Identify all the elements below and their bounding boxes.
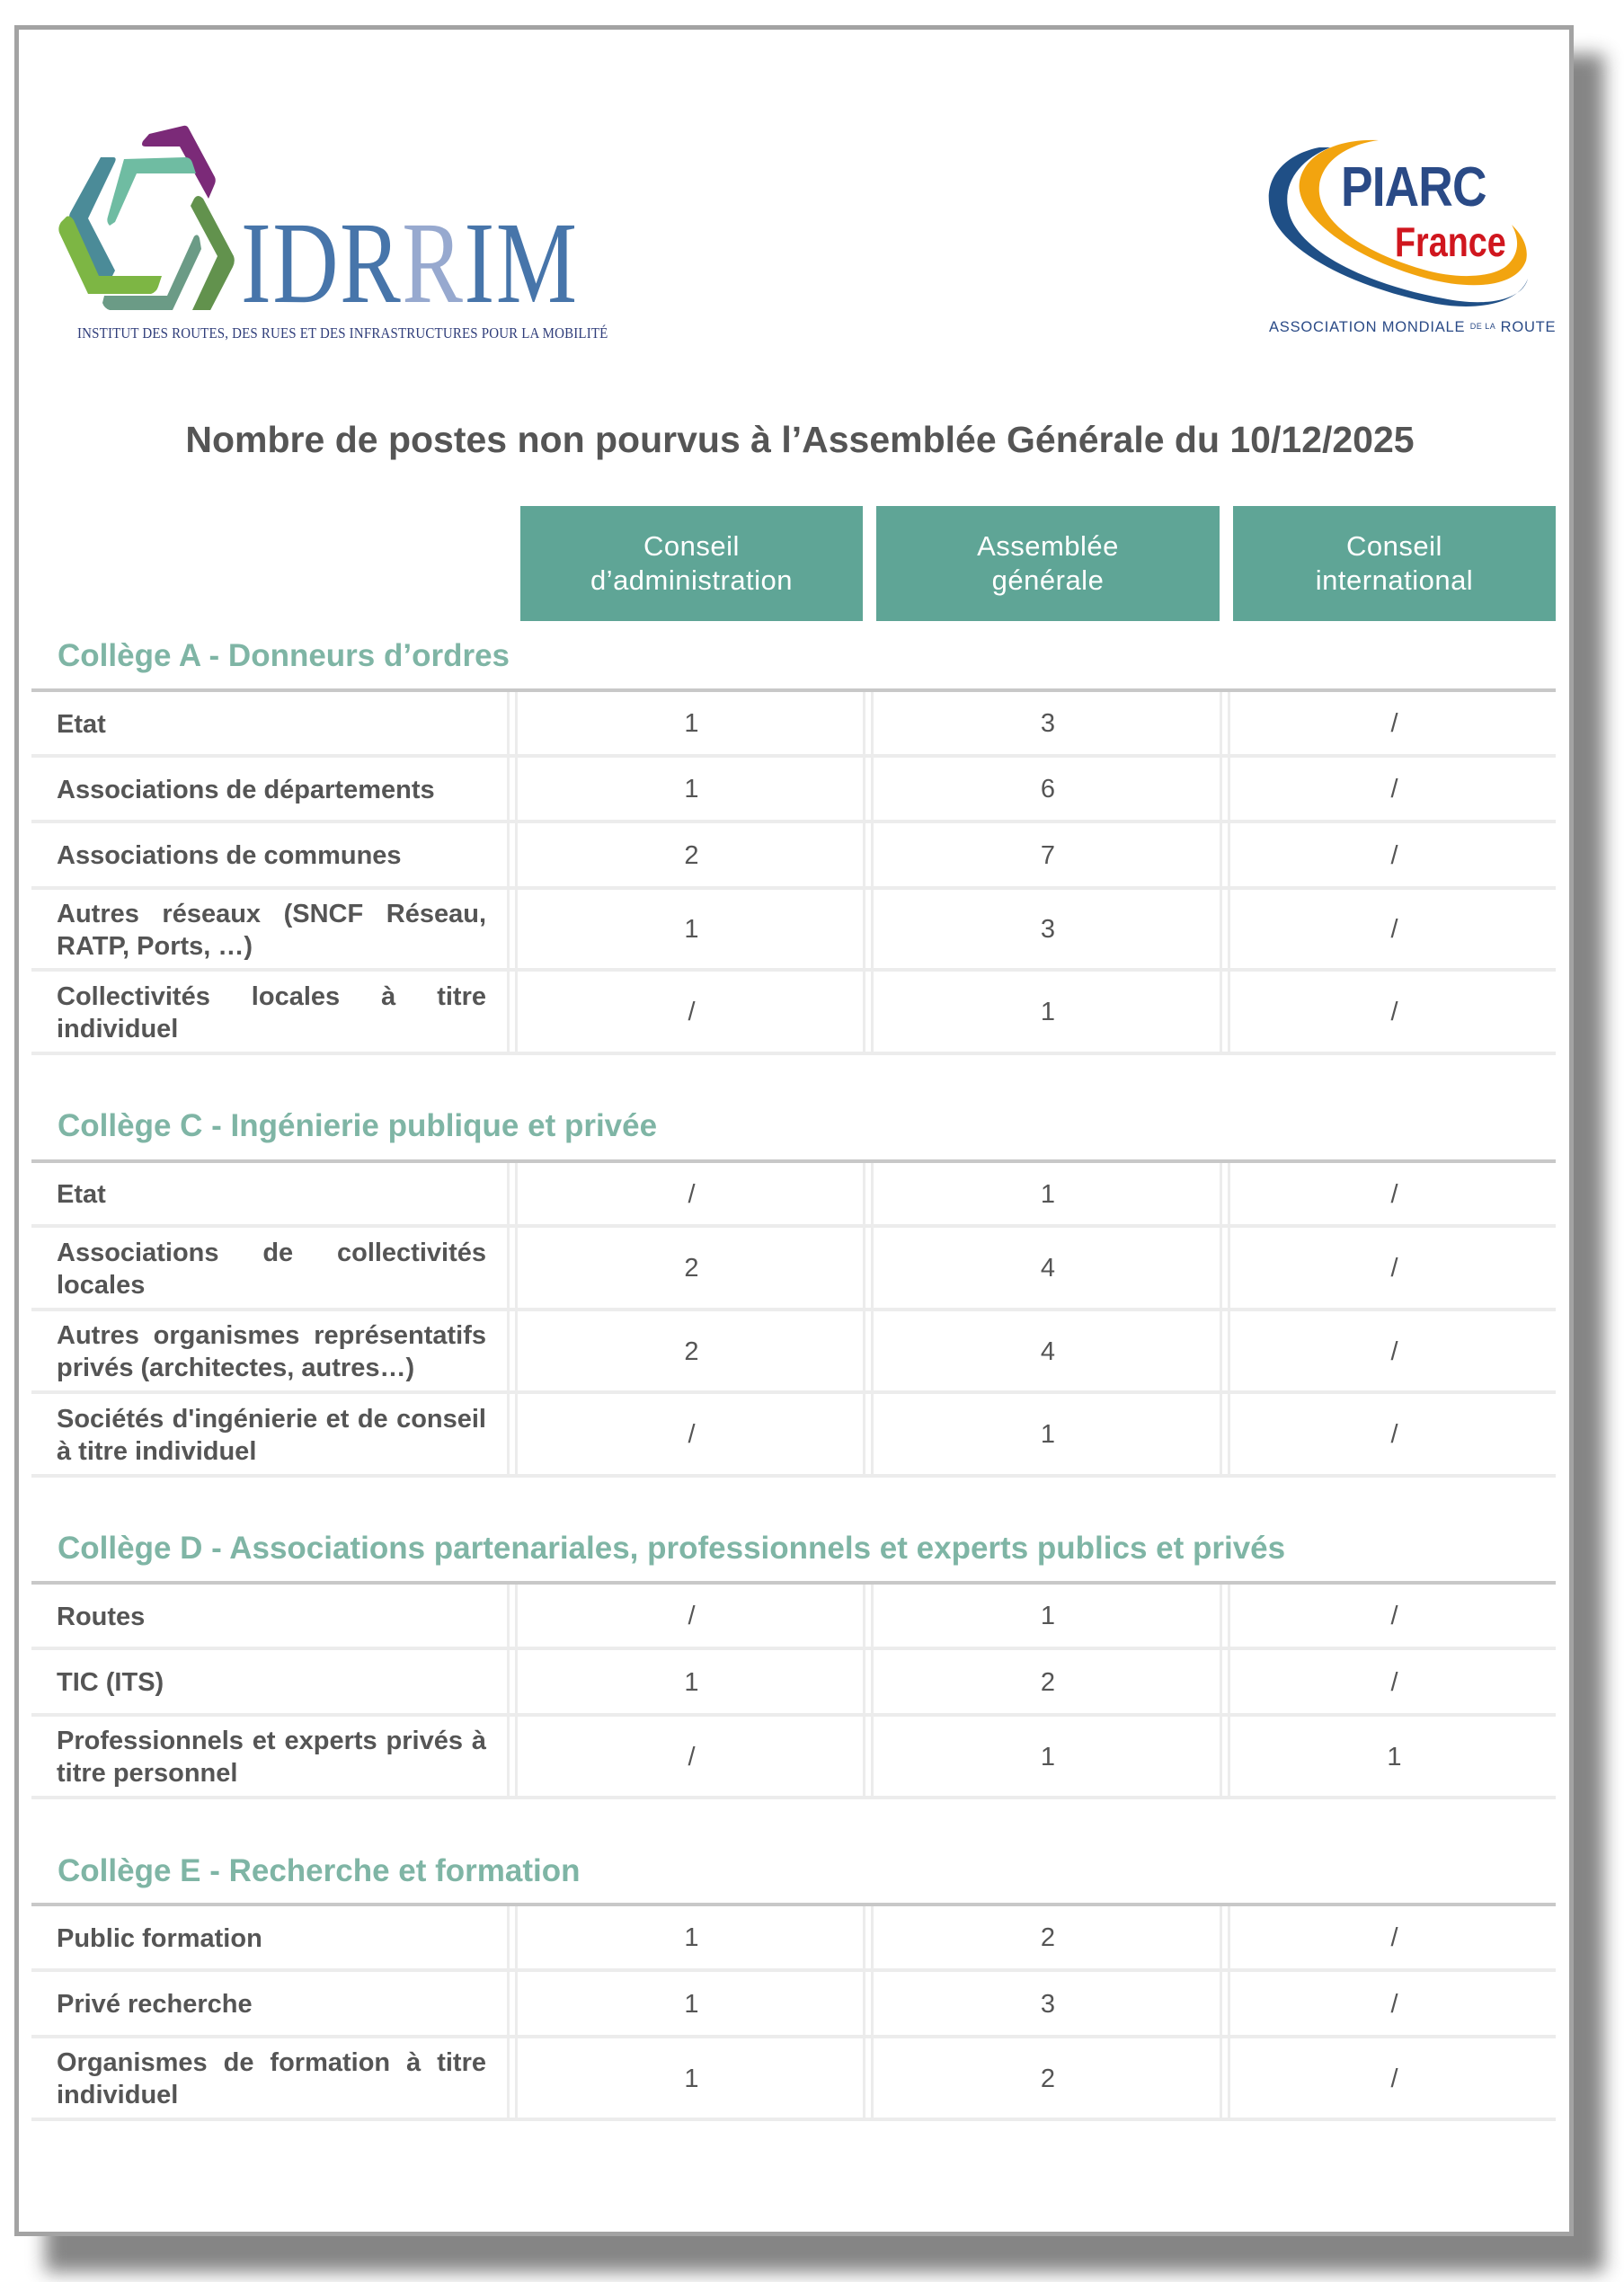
row-label-text: Professionnels et experts privés à titre personnel xyxy=(57,1727,486,1788)
row-label xyxy=(57,1585,486,1648)
section-heading: Collège C - Ingénierie publique et privée xyxy=(58,1108,658,1143)
row-label-text: Collectivités locales à titre individuel xyxy=(57,981,486,1043)
table-cell: / xyxy=(1390,1989,1398,2019)
table-cell: 1 xyxy=(1040,1420,1056,1449)
table-cell: 1 xyxy=(684,2064,699,2093)
idrrim-logo xyxy=(50,121,643,346)
column-divider xyxy=(515,1163,518,1476)
row-label xyxy=(57,1717,486,1798)
column-divider xyxy=(1220,1585,1222,1798)
table-cell: / xyxy=(688,1179,696,1209)
table-cell: / xyxy=(1390,1602,1398,1630)
column-header-assemblee-generale: Assemblée générale xyxy=(876,506,1220,621)
column-divider xyxy=(863,1906,865,2119)
row-label xyxy=(57,823,486,888)
table-cell: / xyxy=(1390,709,1398,738)
row-label xyxy=(57,1163,486,1226)
row-label xyxy=(57,2038,486,2119)
table-cell: 4 xyxy=(1040,1336,1056,1366)
table-cell: 1 xyxy=(684,1667,699,1697)
table-cell: / xyxy=(688,1742,696,1771)
column-divider xyxy=(1220,692,1222,1053)
row-label xyxy=(57,1650,486,1715)
column-divider xyxy=(1220,1906,1222,2119)
idrrim-wordmark: IDRRIM xyxy=(241,199,579,328)
row-separator xyxy=(31,1796,1556,1799)
table-cell: / xyxy=(1390,1254,1398,1283)
table-cell: 2 xyxy=(1040,2064,1056,2093)
row-label xyxy=(57,1394,486,1476)
table-cell: 1 xyxy=(684,775,699,804)
row-label-text: Organismes de formation à titre individuel xyxy=(57,2048,486,2109)
column-header-conseil-international: Conseil international xyxy=(1233,506,1556,621)
row-label xyxy=(57,758,486,821)
column-header-conseil-administration: Conseil d’administration xyxy=(520,506,863,621)
idrrim-hexagon-icon xyxy=(50,121,259,310)
row-separator xyxy=(31,1052,1556,1055)
column-divider xyxy=(871,1163,874,1476)
row-label-text: Etat xyxy=(57,1180,106,1209)
row-label xyxy=(57,692,486,756)
table-cell: 1 xyxy=(1040,1179,1056,1209)
page-title: Nombre de postes non pourvus à l’Assemblée Générale du 10/12/2025 xyxy=(185,419,1415,460)
table-cell: 3 xyxy=(1040,1989,1056,2019)
table-cell: / xyxy=(1390,1667,1398,1697)
table-cell: 2 xyxy=(1040,1667,1056,1697)
section-heading: Collège D - Associations partenariales, professionnels et experts publics et privés xyxy=(58,1531,1286,1566)
table-cell: 4 xyxy=(1040,1254,1056,1283)
table-cell: 1 xyxy=(684,1923,699,1952)
column-divider xyxy=(1220,1163,1222,1476)
column-divider xyxy=(1228,1906,1230,2119)
table-cell: / xyxy=(1390,840,1398,870)
row-label xyxy=(57,1972,486,2037)
table-cell: 7 xyxy=(1040,840,1056,870)
table-cell: / xyxy=(688,1602,696,1630)
column-divider xyxy=(1228,1163,1230,1476)
table-cell: / xyxy=(1390,1336,1398,1366)
table-cell: / xyxy=(1390,998,1398,1026)
row-label-text: Sociétés d'ingénierie et de conseil à titre individuel xyxy=(57,1404,486,1466)
column-divider xyxy=(515,692,518,1053)
column-divider xyxy=(507,692,510,1053)
column-divider xyxy=(507,1163,510,1476)
table-cell: / xyxy=(1390,775,1398,804)
row-label-text: Privé recherche xyxy=(57,1990,253,2019)
table-cell: / xyxy=(1390,2064,1398,2093)
piarc-tagline: ASSOCIATION MONDIALE DE LA ROUTE xyxy=(1269,319,1557,335)
piarc-france-logo xyxy=(1265,135,1557,342)
column-divider xyxy=(871,692,874,1053)
table-cell: / xyxy=(688,998,696,1026)
table-cell: 1 xyxy=(1387,1742,1402,1771)
column-divider xyxy=(507,1585,510,1798)
row-label-text: Public formation xyxy=(57,1923,262,1953)
row-label-text: Associations de collectivités locales xyxy=(57,1238,486,1300)
row-label-text: Associations de communes xyxy=(57,841,402,870)
table-cell: 1 xyxy=(1040,1742,1056,1771)
row-label-text: Associations de départements xyxy=(57,775,435,804)
row-label xyxy=(57,890,486,970)
table-cell: 6 xyxy=(1040,775,1056,804)
column-divider xyxy=(863,1585,865,1798)
column-divider xyxy=(507,1906,510,2119)
section-heading: Collège E - Recherche et formation xyxy=(58,1853,581,1888)
idrrim-tagline: INSTITUT DES ROUTES, DES RUES ET DES INFRASTRUCTURES POUR LA MOBILITÉ xyxy=(77,324,608,342)
column-divider xyxy=(515,1906,518,2119)
table-cell: 1 xyxy=(1040,1602,1056,1630)
table-cell: 2 xyxy=(684,840,699,870)
column-divider xyxy=(863,692,865,1053)
table-cell: / xyxy=(1390,1179,1398,1209)
table-cell: 1 xyxy=(684,709,699,738)
table-cell: 2 xyxy=(684,1254,699,1283)
column-divider xyxy=(1228,1585,1230,1798)
table-cell: 3 xyxy=(1040,709,1056,738)
row-separator xyxy=(31,2118,1556,2121)
row-label xyxy=(57,1311,486,1392)
piarc-title: PIARC xyxy=(1341,156,1486,218)
table-cell: 2 xyxy=(684,1336,699,1366)
table-cell: / xyxy=(688,1420,696,1449)
table-cell: / xyxy=(1390,1923,1398,1952)
column-divider xyxy=(515,1585,518,1798)
column-divider xyxy=(863,1163,865,1476)
table-cell: / xyxy=(1390,1420,1398,1449)
piarc-subtitle: France xyxy=(1395,218,1506,265)
table-cell: 1 xyxy=(684,915,699,944)
table-cell: / xyxy=(1390,915,1398,944)
column-divider xyxy=(871,1585,874,1798)
table-cell: 3 xyxy=(1040,915,1056,944)
row-label-text: Autres organismes représentatifs privés (architectes, autres…) xyxy=(57,1321,486,1382)
table-cell: 2 xyxy=(1040,1923,1056,1952)
row-label-text: Autres réseaux (SNCF Réseau, RATP, Ports, …) xyxy=(57,899,486,961)
row-label xyxy=(57,972,486,1053)
section-heading: Collège A - Donneurs d’ordres xyxy=(58,638,510,673)
table-cell: 1 xyxy=(1040,998,1056,1026)
row-label-text: Routes xyxy=(57,1602,146,1631)
row-separator xyxy=(31,1474,1556,1478)
column-divider xyxy=(1228,692,1230,1053)
row-label xyxy=(57,1228,486,1310)
row-label xyxy=(57,1906,486,1970)
table-cell: 1 xyxy=(684,1989,699,2019)
row-label-text: TIC (ITS) xyxy=(57,1668,164,1697)
row-label-text: Etat xyxy=(57,709,106,739)
column-divider xyxy=(871,1906,874,2119)
